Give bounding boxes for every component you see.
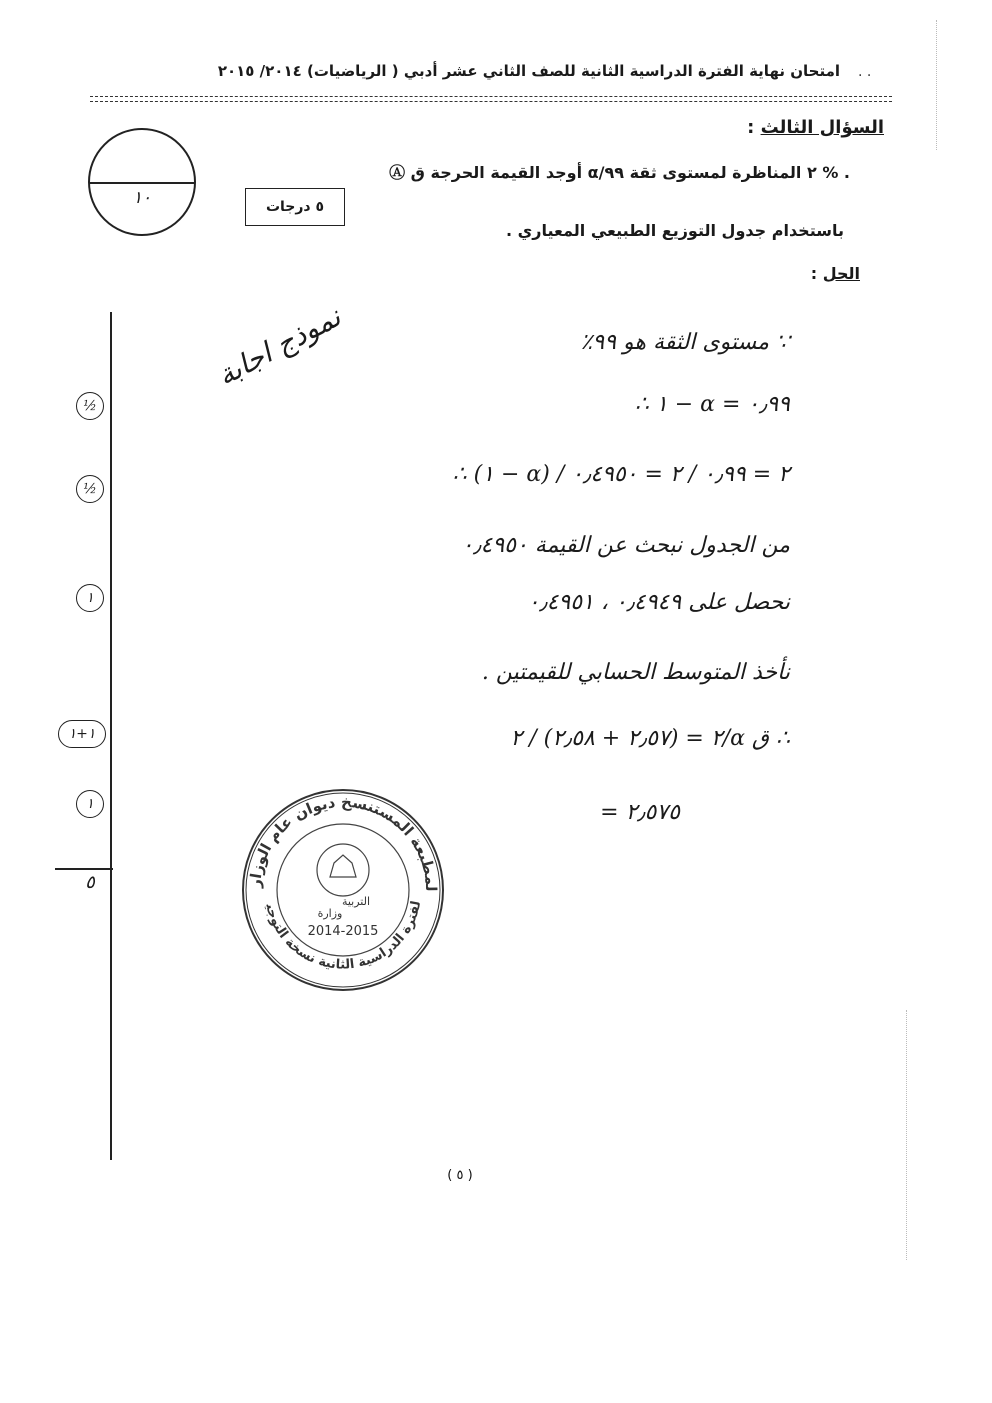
marks-box: ٥ درجات	[245, 188, 345, 226]
grader-total: ٥	[85, 872, 95, 893]
exam-title: امتحان نهاية الفترة الدراسية الثانية للصف الثاني عشر أدبي ( الرياضيات) ٢٠١٤/ ٢٠١٥	[217, 62, 840, 80]
score-circle-divider	[90, 182, 194, 184]
score-circle	[88, 128, 196, 236]
question-part-a-line2: باستخدام جدول التوزيع الطبيعي المعياري .	[505, 221, 844, 240]
ship-icon	[330, 855, 356, 877]
grader-mark-1: ½	[70, 392, 110, 420]
grading-total-line	[55, 868, 113, 870]
solution-label-colon: :	[810, 264, 818, 283]
grader-mark-4: ١+١	[52, 720, 112, 748]
part-a-label: Ⓐ	[389, 163, 406, 182]
part-a-text: أوجد القيمة الحرجة ق α/٢ المناظرة لمستوى ثقة ٩٩ % .	[410, 163, 850, 182]
solution-label	[760, 264, 860, 283]
grader-mark-3: ١	[70, 584, 110, 612]
stamp-inner-mid: وزارة	[317, 907, 343, 920]
solution-line-8: = ٢٫٥٧٥	[600, 800, 680, 825]
stamp-lower-text: لفترة الدراسية الثانية نسخة التوجي	[262, 899, 425, 973]
question-heading-text: السؤال الثالث	[760, 117, 884, 138]
ministry-stamp	[238, 785, 448, 995]
stamp-year: 2014-2015	[307, 924, 379, 939]
solution-line-5: نحصل على ٠٫٤٩٤٩ ، ٠٫٤٩٥١	[527, 590, 790, 615]
header-divider-top	[90, 96, 892, 97]
question-heading-colon: :	[747, 117, 755, 138]
question-heading	[690, 117, 884, 138]
stamp-outer-text: لمطبعة المستنسخ ديوان عام الوزار	[245, 792, 441, 892]
score-circle-value: ١٠	[132, 188, 152, 208]
solution-label-text: الحل	[822, 264, 860, 283]
solution-line-3: ∴ (١ − α) / ٢ = ٠٫٩٩ / ٢ = ٠٫٤٩٥٠	[452, 462, 790, 487]
scan-fold-mark-top	[936, 20, 937, 150]
question-part-a	[360, 160, 850, 183]
stamp-graphic	[238, 785, 448, 995]
grader-mark-5: ١	[70, 790, 110, 818]
emblem-icon	[317, 844, 369, 896]
corner-dots: · ·	[858, 68, 872, 84]
solution-line-7: ∴ ق α/٢ = (٢٫٥٧ + ٢٫٥٨) / ٢	[510, 726, 790, 751]
solution-line-6: نأخذ المتوسط الحسابي للقيمتين .	[481, 660, 790, 685]
solution-line-2: ∴ ١ − α = ٠٫٩٩	[634, 392, 790, 417]
model-answer-note: نموذج اجابة	[211, 299, 347, 393]
page-number: ( ٥ )	[447, 1168, 473, 1183]
scan-fold-mark-bottom	[906, 1010, 907, 1260]
header-divider-bottom	[90, 101, 892, 102]
solution-line-1: ∵ مستوى الثقة هو ٩٩٪	[580, 330, 790, 355]
solution-line-4: من الجدول نبحث عن القيمة ٠٫٤٩٥٠	[461, 533, 790, 558]
stamp-inner-top: التربية	[341, 895, 371, 908]
grader-mark-2: ½	[70, 475, 110, 503]
